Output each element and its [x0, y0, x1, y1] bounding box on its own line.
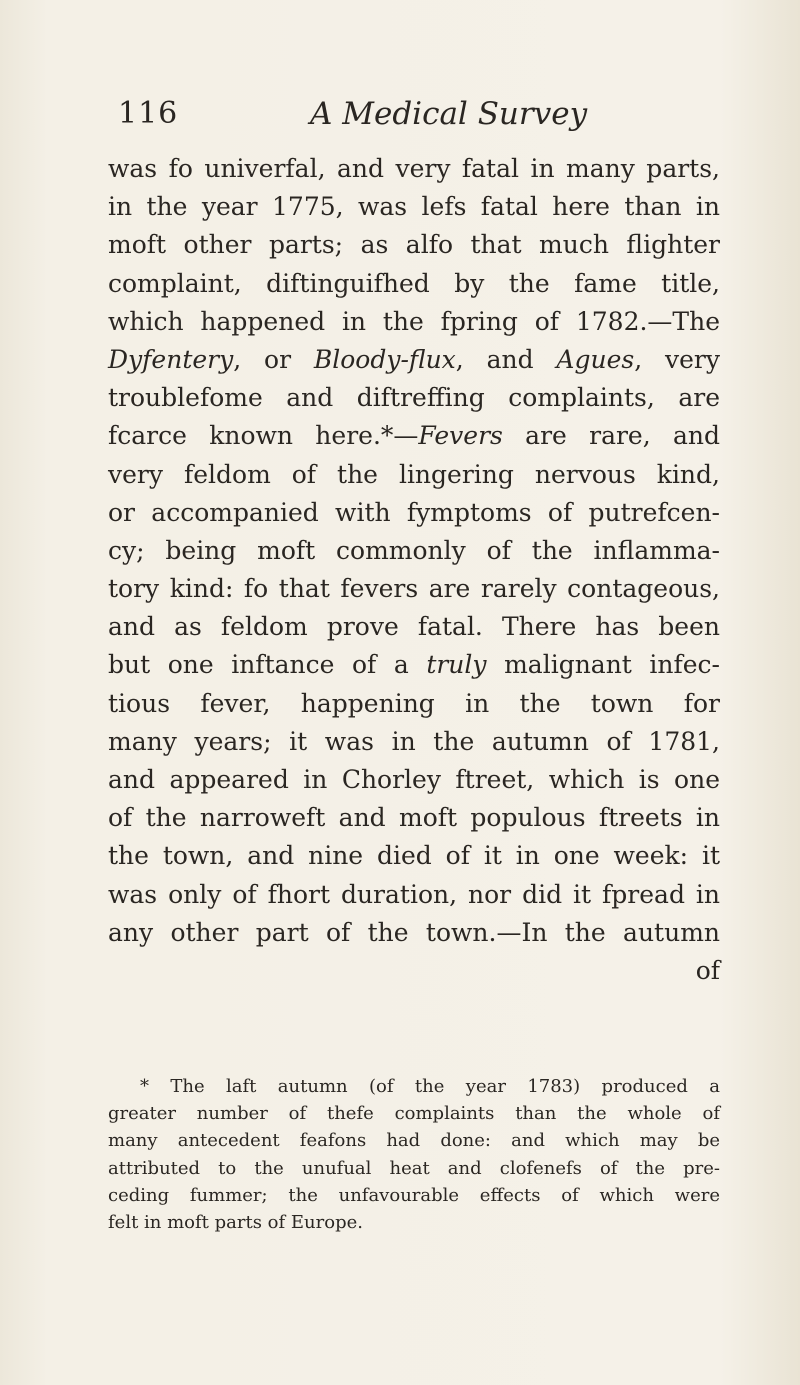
text-line: many years; it was in the autumn of 1781, — [108, 726, 720, 756]
body-text — [108, 150, 720, 990]
footnote-line: ceding fummer; the unfavourable effects of which were — [108, 1184, 720, 1206]
running-title: A Medical Survey — [310, 96, 588, 132]
text-line: any other part of the town.—In the autumn — [108, 917, 720, 947]
text-line: which happened in the fpring of 1782.—The — [108, 306, 720, 336]
text-line: tious fever, happening in the town for — [108, 688, 720, 718]
text-line: in the year 1775, was lefs fatal here than in — [108, 192, 720, 222]
text-line: the town, and nine died of it in one week: it — [108, 841, 720, 871]
catchword: of — [695, 955, 720, 985]
text-line: of the narroweft and moft populous ftreets in — [108, 803, 720, 833]
text-line: and as feldom prove fatal. There has been — [108, 612, 720, 642]
page-number: 116 — [118, 96, 179, 131]
text-line: but one inftance of a truly malignant infec- — [108, 650, 721, 680]
text-line: and appeared in Chorley ftreet, which is one — [108, 765, 720, 794]
text-line: very feldom of the lingering nervous kind, — [108, 459, 720, 489]
footnote-line: greater number of thefe complaints than the whole of — [108, 1103, 720, 1125]
text-line: or accompanied with fymptoms of putrefcen- — [108, 497, 720, 527]
text-line: troublefome and diftreffing complaints, are — [108, 383, 720, 413]
text-line: moft other parts; as alfo that much flighter — [108, 230, 720, 260]
text-line: fcarce known here.*—Fevers are rare, and — [108, 421, 720, 451]
footnote-line: * The laft autumn (of the year 1783) produced a — [140, 1076, 720, 1097]
page-header — [110, 96, 730, 140]
footnote-line: felt in moft parts of Europe. — [108, 1211, 363, 1233]
footnote — [108, 1073, 720, 1236]
text-line: tory kind: fo that fevers are rarely contageous, — [108, 574, 720, 604]
footnote-line: many antecedent feafons had done: and which may be — [108, 1130, 720, 1152]
text-line: cy; being moft commonly of the inflamma- — [108, 535, 720, 565]
footnote-line: attributed to the unufual heat and clofenefs of the pre- — [108, 1157, 720, 1179]
text-line: was fo univerfal, and very fatal in many parts, — [108, 154, 720, 183]
text-line: Dyfentery, or Bloody-flux, and Agues, very — [108, 344, 720, 374]
text-line: was only of fhort duration, nor did it fpread in — [108, 879, 720, 909]
text-line: complaint, diftinguifhed by the fame title, — [108, 268, 720, 298]
